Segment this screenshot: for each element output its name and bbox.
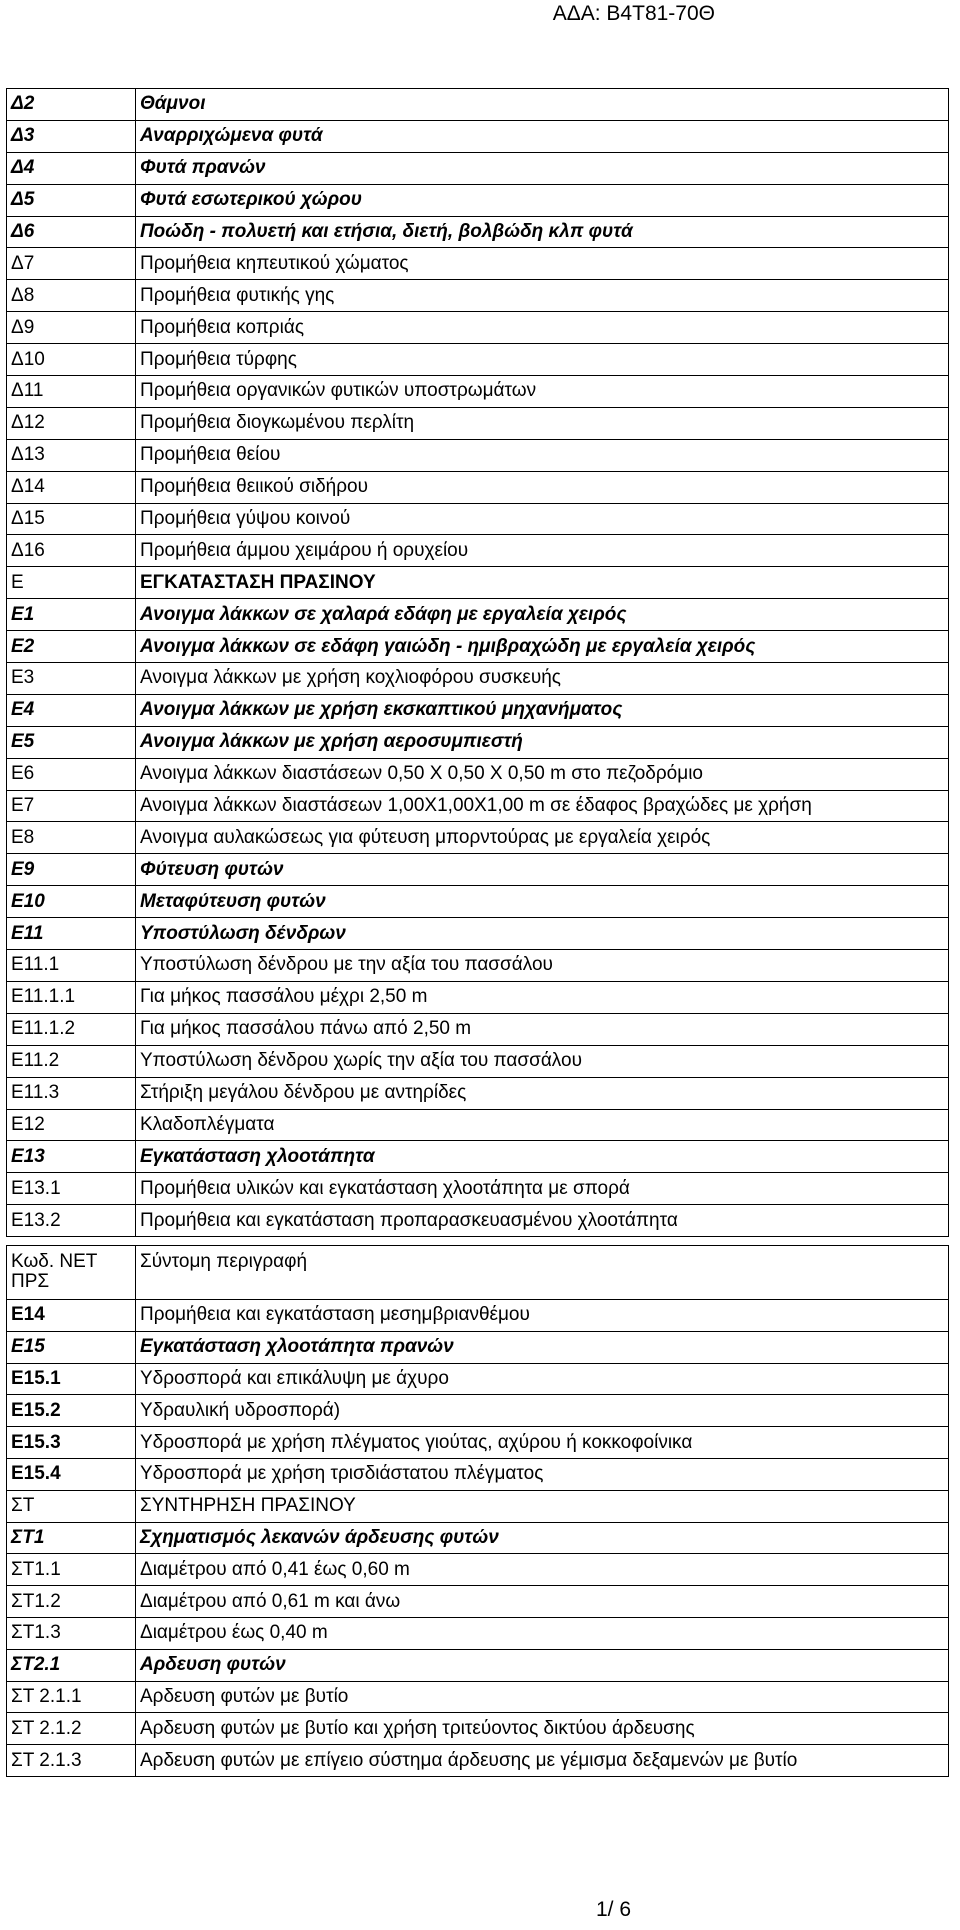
- row-description: Φύτευση φυτών: [136, 854, 949, 886]
- row-description: Προμήθεια τύρφης: [136, 344, 949, 376]
- table-row: [7, 886, 949, 918]
- row-description: Αρδευση φυτών με βυτίο: [136, 1681, 949, 1713]
- row-description: Κλαδοπλέγματα: [136, 1109, 949, 1141]
- table-row: [7, 1681, 949, 1713]
- table-row: [7, 950, 949, 982]
- row-code: Ε13: [7, 1141, 136, 1173]
- table-header-row: [7, 1246, 949, 1300]
- row-description: Υδραυλική υδροσπορά): [136, 1395, 949, 1427]
- row-description: Αρδευση φυτών με επίγειο σύστημα άρδευσης με γέμισμα δεξαμενών με βυτίο: [136, 1745, 949, 1777]
- row-description: Σχηματισμός λεκανών άρδευσης φυτών: [136, 1522, 949, 1554]
- row-code: Δ15: [7, 503, 136, 535]
- row-description: Υποστύλωση δένδρου χωρίς την αξία του πασσάλου: [136, 1045, 949, 1077]
- row-description: ΣΥΝΤΗΡΗΣΗ ΠΡΑΣΙΝΟΥ: [136, 1490, 949, 1522]
- table-row: [7, 184, 949, 216]
- table-row: [7, 503, 949, 535]
- page-number: 1/ 6: [596, 1898, 632, 1921]
- row-code: ΣΤ 2.1.2: [7, 1713, 136, 1745]
- row-code: Ε11.1: [7, 950, 136, 982]
- row-code: ΣΤ 2.1.3: [7, 1745, 136, 1777]
- row-code: Δ16: [7, 535, 136, 567]
- row-description: Ανοιγμα λάκκων διαστάσεων 0,50 Χ 0,50 Χ 0,50 m στο πεζοδρόμιο: [136, 758, 949, 790]
- row-code: Δ2: [7, 89, 136, 121]
- row-description: Θάμνοι: [136, 89, 949, 121]
- row-code: Ε15: [7, 1331, 136, 1363]
- row-code: Δ14: [7, 471, 136, 503]
- row-code: Ε15.4: [7, 1458, 136, 1490]
- row-description: Ανοιγμα λάκκων διαστάσεων 1,00Χ1,00Χ1,00 m σε έδαφος βραχώδες με χρήση: [136, 790, 949, 822]
- table-row: [7, 1427, 949, 1459]
- table-row: [7, 1045, 949, 1077]
- row-description: Στήριξη μεγάλου δένδρου με αντηρίδες: [136, 1077, 949, 1109]
- row-code: Ε7: [7, 790, 136, 822]
- row-description: Προμήθεια οργανικών φυτικών υποστρωμάτων: [136, 376, 949, 408]
- row-code: Ε15.3: [7, 1427, 136, 1459]
- row-code: Ε4: [7, 694, 136, 726]
- row-code: Ε8: [7, 822, 136, 854]
- row-description: Φυτά εσωτερικού χώρου: [136, 184, 949, 216]
- row-code: Δ6: [7, 216, 136, 248]
- row-code: ΣΤ1.2: [7, 1586, 136, 1618]
- table-row: [7, 726, 949, 758]
- table-row: [7, 599, 949, 631]
- table-row: [7, 152, 949, 184]
- row-description: Ανοιγμα λάκκων σε χαλαρά εδάφη με εργαλεία χειρός: [136, 599, 949, 631]
- table-row: [7, 344, 949, 376]
- table-row: [7, 1713, 949, 1745]
- row-description: Προμήθεια και εγκατάσταση προπαρασκευασμένου χλοοτάπητα: [136, 1205, 949, 1237]
- row-description: Διαμέτρου από 0,41 έως 0,60 m: [136, 1554, 949, 1586]
- row-description: Για μήκος πασσάλου μέχρι 2,50 m: [136, 981, 949, 1013]
- table-row: [7, 312, 949, 344]
- row-code: ΣΤ1.1: [7, 1554, 136, 1586]
- row-code: Ε11.2: [7, 1045, 136, 1077]
- table-row: [7, 1617, 949, 1649]
- table-row: [7, 376, 949, 408]
- table-row: [7, 1586, 949, 1618]
- row-code: Ε15.2: [7, 1395, 136, 1427]
- row-code: Δ11: [7, 376, 136, 408]
- table-row: [7, 1395, 949, 1427]
- row-description: Προμήθεια και εγκατάσταση μεσημβριανθέμου: [136, 1300, 949, 1332]
- row-code: Ε1: [7, 599, 136, 631]
- row-code: Ε13.2: [7, 1205, 136, 1237]
- row-description: Ανοιγμα λάκκων με χρήση εκσκαπτικού μηχανήματος: [136, 694, 949, 726]
- table-row: [7, 1077, 949, 1109]
- table-row: [7, 663, 949, 695]
- table-row: [7, 439, 949, 471]
- row-code: Δ5: [7, 184, 136, 216]
- row-description: Μεταφύτευση φυτών: [136, 886, 949, 918]
- table-row: [7, 1109, 949, 1141]
- table-row: [7, 280, 949, 312]
- header-description: Σύντομη περιγραφή: [136, 1246, 949, 1300]
- row-code: ΣΤ 2.1.1: [7, 1681, 136, 1713]
- row-description: Αρδευση φυτών: [136, 1649, 949, 1681]
- header-code: Κωδ. ΝΕΤ ΠΡΣ: [7, 1246, 136, 1300]
- table-row: [7, 1554, 949, 1586]
- table-row: [7, 248, 949, 280]
- table-row: [7, 758, 949, 790]
- row-code: Ε13.1: [7, 1173, 136, 1205]
- row-code: Ε9: [7, 854, 136, 886]
- row-code: Δ4: [7, 152, 136, 184]
- row-description: Φυτά πρανών: [136, 152, 949, 184]
- table-row: [7, 1649, 949, 1681]
- table-row: [7, 1331, 949, 1363]
- row-description: Ανοιγμα λάκκων σε εδάφη γαιώδη - ημιβραχώδη με εργαλεία χειρός: [136, 631, 949, 663]
- row-description: Υποστύλωση δένδρων: [136, 918, 949, 950]
- row-description: Για μήκος πασσάλου πάνω από 2,50 m: [136, 1013, 949, 1045]
- row-description: Ανοιγμα λάκκων με χρήση αεροσυμπιεστή: [136, 726, 949, 758]
- row-description: Εγκατάσταση χλοοτάπητα: [136, 1141, 949, 1173]
- table-row: [7, 216, 949, 248]
- row-code: ΣΤ: [7, 1490, 136, 1522]
- row-code: Ε11.1.1: [7, 981, 136, 1013]
- table-row: [7, 89, 949, 121]
- ada-header: ΑΔΑ: Β4Τ81-70Θ: [552, 2, 715, 25]
- table-row: [7, 1300, 949, 1332]
- row-code: ΣΤ2.1: [7, 1649, 136, 1681]
- row-description: Υποστύλωση δένδρου με την αξία του πασσάλου: [136, 950, 949, 982]
- table-row: [7, 854, 949, 886]
- row-code: Δ13: [7, 439, 136, 471]
- table-row: [7, 1490, 949, 1522]
- table-row: [7, 471, 949, 503]
- row-description: Προμήθεια γύψου κοινού: [136, 503, 949, 535]
- row-description: ΕΓΚΑΤΑΣΤΑΣΗ ΠΡΑΣΙΝΟΥ: [136, 567, 949, 599]
- table-row: [7, 1205, 949, 1237]
- table-row: [7, 1363, 949, 1395]
- row-description: Διαμέτρου έως 0,40 m: [136, 1617, 949, 1649]
- row-description: Προμήθεια υλικών και εγκατάσταση χλοοτάπητα με σπορά: [136, 1173, 949, 1205]
- table-row: [7, 1745, 949, 1777]
- table-row: [7, 694, 949, 726]
- row-description: Υδροσπορά και επικάλυψη με άχυρο: [136, 1363, 949, 1395]
- codes-table-2: [6, 1245, 949, 1777]
- row-description: Προμήθεια κηπευτικού χώματος: [136, 248, 949, 280]
- row-code: Ε2: [7, 631, 136, 663]
- table-row: [7, 790, 949, 822]
- row-description: Προμήθεια θειικού σιδήρου: [136, 471, 949, 503]
- table-row: [7, 822, 949, 854]
- row-description: Προμήθεια θείου: [136, 439, 949, 471]
- row-code: Δ3: [7, 120, 136, 152]
- row-code: ΣΤ1.3: [7, 1617, 136, 1649]
- row-description: Ανοιγμα λάκκων με χρήση κοχλιοφόρου συσκευής: [136, 663, 949, 695]
- table-row: [7, 1013, 949, 1045]
- row-description: Αναρριχώμενα φυτά: [136, 120, 949, 152]
- table-row: [7, 120, 949, 152]
- row-code: Ε14: [7, 1300, 136, 1332]
- row-code: Δ10: [7, 344, 136, 376]
- row-description: Προμήθεια άμμου χειμάρου ή ορυχείου: [136, 535, 949, 567]
- table-row: [7, 535, 949, 567]
- row-description: Ποώδη - πολυετή και ετήσια, διετή, βολβώδη κλπ φυτά: [136, 216, 949, 248]
- row-description: Υδροσπορά με χρήση πλέγματος γιούτας, αχύρου ή κοκκοφοίνικα: [136, 1427, 949, 1459]
- codes-table-1: [6, 88, 949, 1237]
- row-code: Ε11.3: [7, 1077, 136, 1109]
- row-code: Δ8: [7, 280, 136, 312]
- table-row: [7, 631, 949, 663]
- table-row: [7, 407, 949, 439]
- row-code: Δ9: [7, 312, 136, 344]
- row-code: Δ12: [7, 407, 136, 439]
- table-row: [7, 567, 949, 599]
- row-description: Ανοιγμα αυλακώσεως για φύτευση μπορντούρας με εργαλεία χειρός: [136, 822, 949, 854]
- row-description: Εγκατάσταση χλοοτάπητα πρανών: [136, 1331, 949, 1363]
- row-code: Ε3: [7, 663, 136, 695]
- row-code: Ε5: [7, 726, 136, 758]
- row-code: Ε6: [7, 758, 136, 790]
- row-code: ΣΤ1: [7, 1522, 136, 1554]
- row-description: Προμήθεια φυτικής γης: [136, 280, 949, 312]
- table-row: [7, 1141, 949, 1173]
- row-description: Διαμέτρου από 0,61 m και άνω: [136, 1586, 949, 1618]
- row-code: Ε10: [7, 886, 136, 918]
- row-code: Ε12: [7, 1109, 136, 1141]
- table-row: [7, 918, 949, 950]
- row-code: Ε15.1: [7, 1363, 136, 1395]
- table-row: [7, 1458, 949, 1490]
- row-description: Προμήθεια διογκωμένου περλίτη: [136, 407, 949, 439]
- row-description: Αρδευση φυτών με βυτίο και χρήση τριτεύοντος δικτύου άρδευσης: [136, 1713, 949, 1745]
- row-code: Ε11.1.2: [7, 1013, 136, 1045]
- table-row: [7, 1522, 949, 1554]
- row-code: Δ7: [7, 248, 136, 280]
- table-row: [7, 981, 949, 1013]
- row-description: Υδροσπορά με χρήση τρισδιάστατου πλέγματος: [136, 1458, 949, 1490]
- row-code: Ε: [7, 567, 136, 599]
- row-description: Προμήθεια κοπριάς: [136, 312, 949, 344]
- table-row: [7, 1173, 949, 1205]
- row-code: Ε11: [7, 918, 136, 950]
